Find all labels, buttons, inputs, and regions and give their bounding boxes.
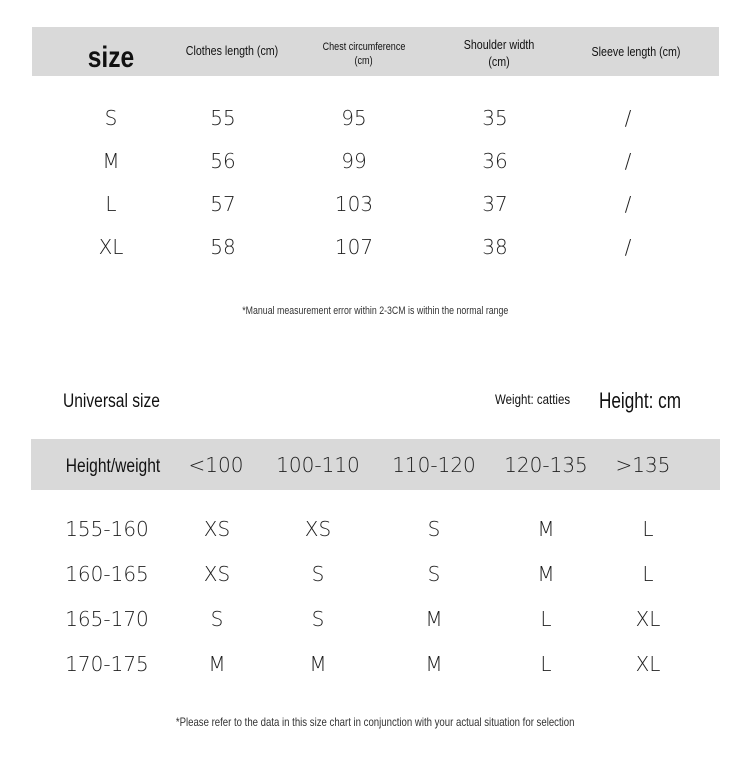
table1-header-size: size bbox=[87, 41, 135, 74]
table-cell: M bbox=[309, 652, 327, 676]
table-cell: S bbox=[427, 517, 441, 541]
table-cell: 165-170 bbox=[65, 607, 149, 631]
table-cell: 58 bbox=[210, 235, 236, 259]
table2-header-weight-range: 110-120 bbox=[392, 453, 476, 477]
table-cell: XL bbox=[98, 235, 124, 259]
table-cell: L bbox=[105, 192, 117, 216]
table-cell: 57 bbox=[210, 192, 236, 216]
table-cell: 170-175 bbox=[65, 652, 149, 676]
table-cell: L bbox=[540, 652, 552, 676]
table-cell: 35 bbox=[482, 106, 508, 130]
table-cell: / bbox=[624, 106, 632, 130]
table-cell: 103 bbox=[334, 192, 374, 216]
table-cell: 38 bbox=[482, 235, 508, 259]
table2-header-height-weight: Height/weight bbox=[65, 456, 161, 477]
table-cell: M bbox=[537, 517, 555, 541]
table2-header-weight-range: <100 bbox=[188, 453, 244, 477]
table2-title: Universal size bbox=[63, 391, 160, 412]
table-cell: S bbox=[104, 106, 118, 130]
table-cell: M bbox=[537, 562, 555, 586]
table2-header-weight-range: >135 bbox=[615, 453, 671, 477]
table-cell: 160-165 bbox=[65, 562, 149, 586]
table1-note: *Manual measurement error within 2-3CM is within the normal range bbox=[241, 305, 509, 317]
table-cell: / bbox=[624, 149, 632, 173]
table2-note: *Please refer to the data in this size chart in conjunction with your actual situation for selection bbox=[175, 715, 575, 729]
table-cell: 99 bbox=[341, 149, 367, 173]
table-cell: XL bbox=[635, 652, 661, 676]
table2-header-weight-range: 100-110 bbox=[276, 453, 360, 477]
table-cell: L bbox=[540, 607, 552, 631]
table-cell: S bbox=[311, 607, 325, 631]
table-cell: XL bbox=[635, 607, 661, 631]
table-cell: XS bbox=[304, 517, 332, 541]
table2-header-weight-range: 120-135 bbox=[504, 453, 588, 477]
table-cell: L bbox=[642, 562, 654, 586]
table-cell: / bbox=[624, 192, 632, 216]
table-cell: M bbox=[102, 149, 120, 173]
table1-header-shoulder: Shoulder width (cm) bbox=[463, 37, 535, 69]
table-cell: 155-160 bbox=[65, 517, 149, 541]
table-cell: 36 bbox=[482, 149, 508, 173]
weight-unit-label: Weight: catties bbox=[495, 391, 571, 407]
table-cell: M bbox=[425, 652, 443, 676]
table-cell: 55 bbox=[210, 106, 236, 130]
table1-header-chest: Chest circumference (cm) bbox=[322, 41, 406, 68]
table-cell: S bbox=[311, 562, 325, 586]
table-cell: XS bbox=[203, 517, 231, 541]
table-cell: 37 bbox=[482, 192, 508, 216]
table-cell: 95 bbox=[341, 106, 367, 130]
table-cell: 107 bbox=[334, 235, 374, 259]
height-unit-label: Height: cm bbox=[599, 388, 682, 413]
table-cell: M bbox=[425, 607, 443, 631]
table-cell: S bbox=[427, 562, 441, 586]
table-cell: L bbox=[642, 517, 654, 541]
table-cell: XS bbox=[203, 562, 231, 586]
table-cell: 56 bbox=[210, 149, 236, 173]
table1-header-clothes-length: Clothes length (cm) bbox=[185, 43, 279, 58]
table1-header-sleeve: Sleeve length (cm) bbox=[591, 44, 681, 59]
table-cell: / bbox=[624, 235, 632, 259]
table-cell: S bbox=[210, 607, 224, 631]
table-cell: M bbox=[208, 652, 226, 676]
